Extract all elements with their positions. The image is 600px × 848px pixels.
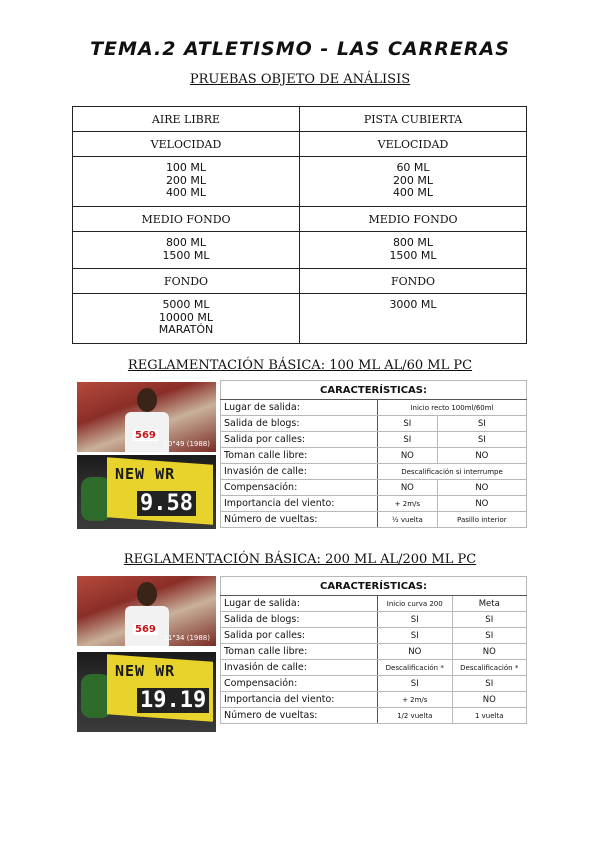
rule-label: Número de vueltas: (221, 708, 378, 724)
rule-value: NO (437, 496, 526, 512)
rule-value: SI (378, 628, 453, 644)
rule-value: Meta (452, 596, 527, 612)
event-item: 1500 ML (389, 248, 437, 262)
board-time: 19.19 (137, 688, 209, 713)
runner-photo (77, 576, 216, 646)
rule-value: Descalificación si interrumpe (378, 464, 527, 480)
rules-table-200m (220, 576, 527, 724)
rule-value: Pasillo interior (437, 512, 526, 528)
rule-value: NO (378, 644, 453, 660)
event-item: 3000 ML (389, 298, 437, 311)
rule-label: Compensación: (221, 676, 378, 692)
rule-value: Descalificación * (378, 660, 453, 676)
rule-value: NO (452, 644, 527, 660)
event-item: 60 ML (396, 161, 430, 174)
rule-value: Inicio curva 200 (378, 596, 453, 612)
rule-label: Importancia del viento: (221, 496, 378, 512)
section-heading-100m: REGLAMENTACIÓN BÁSICA: 100 ML AL/60 ML PC (127, 358, 473, 373)
rule-value: SI (378, 416, 438, 432)
rule-value: Inicio recto 100ml/60ml (378, 400, 527, 416)
section-heading-200m: REGLAMENTACIÓN BÁSICA: 200 ML AL/200 ML PC (123, 552, 477, 567)
rule-value: SI (378, 676, 453, 692)
event-item: 800 ML (392, 236, 434, 249)
event-item: 200 ML (165, 173, 207, 187)
category-velocidad: VELOCIDAD (73, 132, 300, 157)
rule-value: NO (378, 448, 438, 464)
rule-label: Importancia del viento: (221, 692, 378, 708)
runner-bib: 569 (135, 624, 156, 635)
photo-caption: 21"34 (1988) (163, 634, 210, 642)
rules-caption: CARACTERÍSTICAS: (221, 577, 527, 596)
rule-value: SI (437, 416, 526, 432)
rule-value: + 2m/s (378, 692, 453, 708)
record-board-photo (77, 652, 216, 732)
event-item: 10000 ML (158, 310, 214, 324)
event-item: 1500 ML (162, 248, 210, 262)
rule-value: SI (437, 432, 526, 448)
rule-value: SI (378, 432, 438, 448)
col-header-pista-cubierta: PISTA CUBIERTA (300, 107, 527, 132)
events-list (73, 232, 300, 269)
events-table (72, 106, 527, 344)
board-text: NEW WR (115, 465, 176, 483)
col-header-aire-libre: AIRE LIBRE (73, 107, 300, 132)
rule-label: Número de vueltas: (221, 512, 378, 528)
event-item: 5000 ML (162, 298, 210, 311)
rule-value: + 2m/s (378, 496, 438, 512)
runner-photo (77, 382, 216, 452)
rule-value: Descalificación * (452, 660, 527, 676)
rule-label: Toman calle libre: (221, 644, 378, 660)
event-item: 100 ML (165, 161, 207, 174)
page-title: TEMA.2 ATLETISMO - LAS CARRERAS (90, 38, 510, 60)
rule-label: Compensación: (221, 480, 378, 496)
rules-caption: CARACTERÍSTICAS: (221, 381, 527, 400)
rule-label: Invasión de calle: (221, 464, 378, 480)
rule-value: SI (452, 612, 527, 628)
events-list (73, 157, 300, 207)
category-fondo: FONDO (300, 269, 527, 294)
event-item: 200 ML (392, 173, 434, 187)
page-subtitle: PRUEBAS OBJETO DE ANÁLISIS (189, 72, 411, 87)
rule-value: NO (452, 692, 527, 708)
events-list (300, 232, 527, 269)
event-item: MARATÓN (158, 323, 214, 336)
rule-value: SI (452, 676, 527, 692)
rule-value: SI (378, 612, 453, 628)
board-time: 9.58 (137, 491, 196, 516)
rule-label: Salida por calles: (221, 432, 378, 448)
category-medio-fondo: MEDIO FONDO (300, 207, 527, 232)
event-item: 800 ML (165, 236, 207, 249)
runner-figure (137, 388, 157, 412)
category-fondo: FONDO (73, 269, 300, 294)
rule-value: NO (437, 480, 526, 496)
category-medio-fondo: MEDIO FONDO (73, 207, 300, 232)
rule-value: 1 vuelta (452, 708, 527, 724)
runner-figure (137, 582, 157, 606)
events-list (300, 157, 527, 207)
rule-value: NO (437, 448, 526, 464)
rule-value: ½ vuelta (378, 512, 438, 528)
rules-table-100m (220, 380, 527, 528)
board-text: NEW WR (115, 662, 176, 680)
rule-value: NO (378, 480, 438, 496)
rule-value: SI (452, 628, 527, 644)
rule-label: Lugar de salida: (221, 400, 378, 416)
event-item: 400 ML (165, 186, 207, 199)
runner-bib: 569 (135, 430, 156, 441)
category-velocidad: VELOCIDAD (300, 132, 527, 157)
rule-label: Invasión de calle: (221, 660, 378, 676)
events-list (73, 294, 300, 344)
rule-value: 1/2 vuelta (378, 708, 453, 724)
photo-caption: 10"49 (1988) (163, 440, 210, 448)
rule-label: Salida de blogs: (221, 416, 378, 432)
rule-label: Salida por calles: (221, 628, 378, 644)
rule-label: Lugar de salida: (221, 596, 378, 612)
rule-label: Salida de blogs: (221, 612, 378, 628)
events-list (300, 294, 527, 344)
rule-label: Toman calle libre: (221, 448, 378, 464)
event-item: 400 ML (392, 186, 434, 199)
record-board-photo (77, 455, 216, 529)
